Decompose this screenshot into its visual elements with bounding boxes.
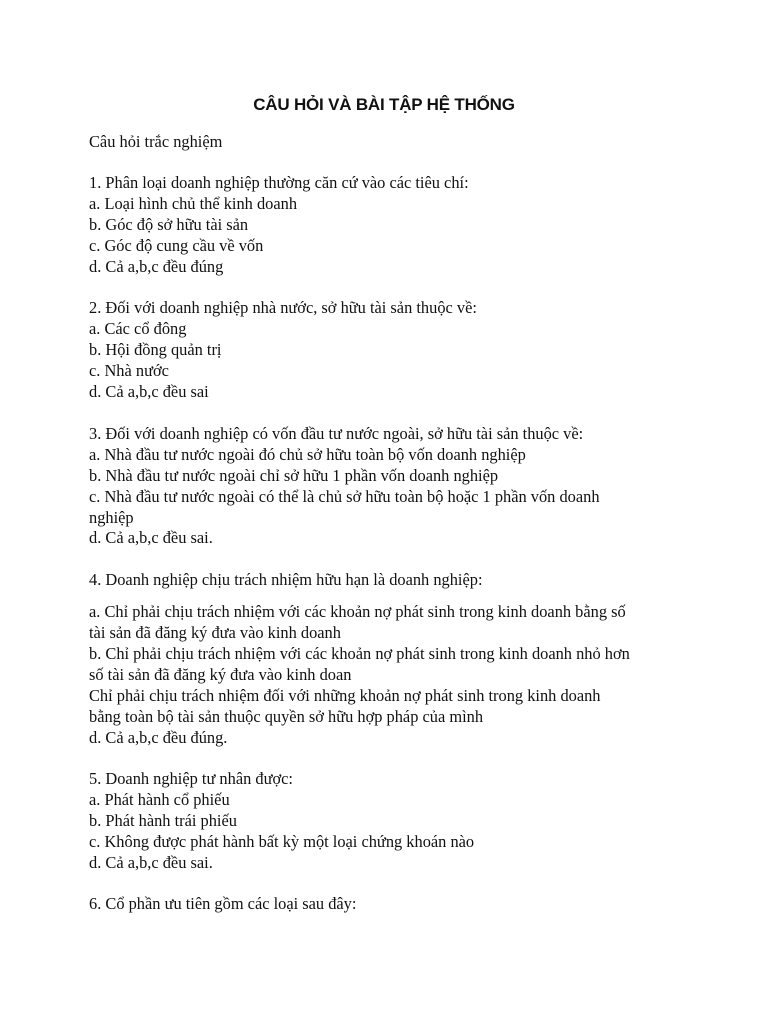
question-6-text: 6. Cổ phần ưu tiên gồm các loại sau đây: [89, 894, 357, 913]
question-4-option-d: d. Cả a,b,c đều đúng. [89, 728, 228, 747]
question-1-option-b: b. Góc độ sở hữu tài sản [89, 215, 249, 234]
question-3-option-d: d. Cả a,b,c đều sai. [89, 528, 213, 547]
question-4-option-a: a. Chỉ phải chịu trách nhiệm với các khoản nợ phát sinh trong kinh doanh bằng số [89, 602, 626, 621]
question-5-text: 5. Doanh nghiệp tư nhân được: [89, 769, 293, 788]
question-5-option-a: a. Phát hành cổ phiếu [89, 790, 230, 809]
question-3-text: 3. Đối với doanh nghiệp có vốn đầu tư nước ngoài, sở hữu tài sản thuộc về: [89, 424, 584, 443]
question-5-option-d: d. Cả a,b,c đều sai. [89, 853, 213, 872]
question-4-text: 4. Doanh nghiệp chịu trách nhiệm hữu hạn là doanh nghiệp: [89, 570, 483, 589]
section-heading: Câu hỏi trắc nghiệm [89, 132, 223, 151]
question-5-option-c: c. Không được phát hành bất kỳ một loại chứng khoán nào [89, 832, 475, 851]
question-4-option-a-continued: tài sản đã đăng ký đưa vào kinh doanh [89, 623, 341, 642]
question-3-option-c: c. Nhà đầu tư nước ngoài có thể là chủ sở hữu toàn bộ hoặc 1 phần vốn doanh [89, 487, 600, 506]
question-2-option-a: a. Các cổ đông [89, 319, 187, 338]
question-4-option-b-continued: số tài sản đã đăng ký đưa vào kinh doan [89, 665, 352, 684]
question-2-text: 2. Đối với doanh nghiệp nhà nước, sở hữu tài sản thuộc về: [89, 298, 477, 317]
question-2-option-b: b. Hội đồng quản trị [89, 340, 222, 359]
question-3-option-b: b. Nhà đầu tư nước ngoài chỉ sở hữu 1 phần vốn doanh nghiệp [89, 466, 499, 485]
question-1-option-a: a. Loại hình chủ thể kinh doanh [89, 194, 298, 213]
question-2-option-c: c. Nhà nước [89, 361, 169, 380]
question-4-option-b: b. Chỉ phải chịu trách nhiệm với các khoản nợ phát sinh trong kinh doanh nhỏ hơn [89, 644, 630, 663]
question-3-option-c-continued: nghiệp [89, 508, 134, 527]
question-1-option-d: d. Cả a,b,c đều đúng [89, 257, 224, 276]
question-3-option-a: a. Nhà đầu tư nước ngoài đó chủ sở hữu toàn bộ vốn doanh nghiệp [89, 445, 526, 464]
question-5-option-b: b. Phát hành trái phiếu [89, 811, 237, 830]
question-1-option-c: c. Góc độ cung cầu về vốn [89, 236, 264, 255]
document-title: CÂU HỎI VÀ BÀI TẬP HỆ THỐNG [253, 95, 515, 114]
question-1-text: 1. Phân loại doanh nghiệp thường căn cứ vào các tiêu chí: [89, 173, 469, 192]
question-2-option-d: d. Cả a,b,c đều sai [89, 382, 209, 401]
question-4-option-c: Chỉ phải chịu trách nhiệm đối với những khoản nợ phát sinh trong kinh doanh [89, 686, 601, 705]
question-4-option-c-continued: bằng toàn bộ tài sản thuộc quyền sở hữu hợp pháp của mình [89, 707, 484, 726]
